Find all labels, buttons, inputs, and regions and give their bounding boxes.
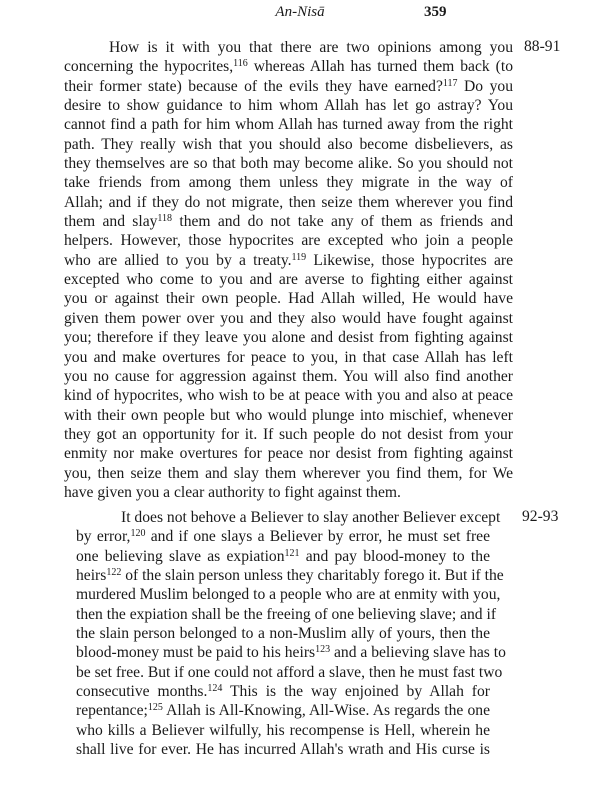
text-line: you, then seize them and slay them wherever you find them, for We — [64, 464, 513, 482]
text-line: them and slay$^{118}$ them and do not take any of them as friends and — [64, 213, 513, 231]
text-line: take friends from among them unless they migrate in the way of — [64, 174, 513, 192]
running-title: An-Nisā — [275, 4, 325, 20]
text-line: you or against their own people. Had Allah willed, He would have — [64, 290, 513, 308]
text-line: be set free. But if one could not afford a slave, then he must fast two — [76, 663, 503, 681]
text-line: shall live for ever. He has incurred Allah's wrath and His curse is — [76, 741, 490, 759]
text-line: the slain person belonged to a non-Muslim ally of yours, then the — [76, 625, 490, 643]
text-line: you no cause for aggression against them. You will also find another — [64, 367, 513, 385]
text-line: have given you a clear authority to fight against them. — [64, 483, 401, 501]
text-line: murdered Muslim belonged to a people who are at enmity with you, — [76, 586, 501, 604]
text-line: they got an opportunity for it. If such people do not desist from your — [64, 425, 513, 443]
text-line: you and make overtures for peace to you, in that case Allah has left — [64, 348, 513, 366]
paragraph-verses-88-91 — [64, 38, 513, 502]
text-line: excepted who come to you and are averse to fighting either against — [64, 271, 513, 289]
footnote-marker: 120 — [130, 528, 146, 540]
text-line: It does not behove a Believer to slay another Believer except — [121, 509, 501, 526]
footnote-marker: 116 — [233, 58, 248, 70]
text-line: with their own people but who would plunge into mischief, whenever — [64, 406, 513, 424]
text-line: desire to show guidance to him whom Allah has let go astray? You — [64, 97, 513, 115]
footnote-marker: 123 — [315, 644, 331, 656]
verse-reference: 88-91 — [524, 38, 561, 55]
text-line: blood-money must be paid to his heirs$^{123}$ and a believing slave has to — [76, 644, 506, 662]
text-line: then the expiation shall be the freeing of one believing slave; and if — [76, 605, 497, 623]
text-line: path. They really wish that you should also become disbelievers, as — [64, 135, 513, 153]
text-line: consecutive months.$^{124}$ This is the way enjoined by Allah for — [76, 683, 490, 701]
text-line: Allah; and if they do not migrate, then seize them wherever you find — [64, 193, 513, 211]
footnote-marker: 124 — [207, 683, 223, 695]
text-line: who are allied to you by a treaty.$^{119}$ Likewise, those hypocrites are — [64, 251, 514, 269]
verse-reference: 92-93 — [522, 508, 559, 525]
text-line: How is it with you that there are two opinions among you — [109, 39, 513, 56]
text-line: who kills a Believer wilfully, his recompense is Hell, wherein he — [76, 721, 490, 739]
text-line: heirs$^{122}$ of the slain person unless they charitably forego it. But if the — [76, 567, 504, 585]
text-line: you; therefore if they leave you alone and desist from fighting against — [64, 329, 513, 347]
text-line: one believing slave as expiation$^{121}$ and pay blood-money to the — [76, 547, 490, 565]
text-line: cannot find a path for him whom Allah has turned away from the right — [64, 116, 513, 134]
text-line: enmity nor make overtures for peace nor desist from fighting against — [64, 445, 513, 463]
text-line: concerning the hypocrites,$^{116}$ whereas Allah has turned them back (to — [64, 58, 513, 76]
text-line: by error,$^{120}$ and if one slays a Believer by error, he must set free — [76, 528, 490, 546]
page-number: 359 — [424, 4, 447, 20]
footnote-marker: 121 — [284, 547, 300, 559]
paragraph-verses-92-93 — [76, 508, 506, 759]
text-line: kind of hypocrites, who wish to be at peace with you and also at peace — [64, 387, 513, 405]
footnote-marker: 119 — [291, 251, 307, 263]
footnote-marker: 125 — [147, 702, 163, 714]
footnote-marker: 117 — [442, 77, 458, 89]
footnote-marker: 122 — [106, 567, 122, 579]
text-line: helpers. However, those hypocrites are excepted who join a people — [64, 232, 513, 250]
footnote-marker: 118 — [157, 213, 173, 225]
text-line: repentance;$^{125}$ Allah is All-Knowing, All-Wise. As regards the one — [76, 702, 490, 720]
text-line: their former state) because of the evils they have earned?$^{117}$ Do you — [64, 77, 514, 95]
text-line: they themselves are so that both may become alike. So you should not — [64, 155, 513, 173]
text-line: given them power over you and they also would have fought against — [64, 309, 513, 327]
